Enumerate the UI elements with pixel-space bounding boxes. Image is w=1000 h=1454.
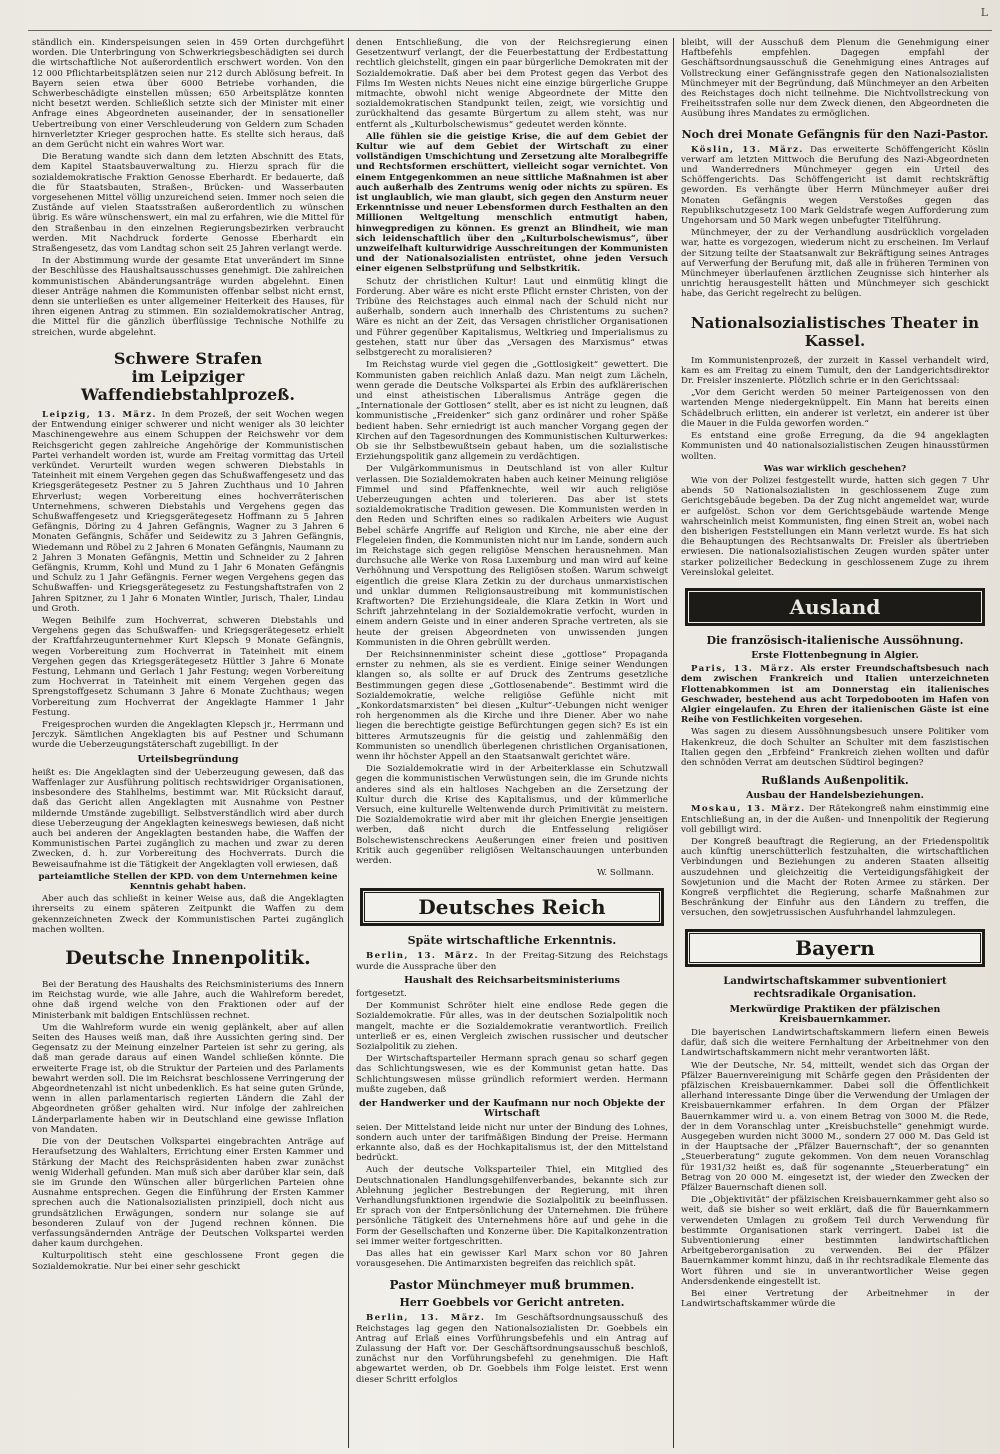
article-text: Kulturpolitisch steht eine geschlossene Front gegen die Sozialdemokratie. Nur bei einer sehr geschickt [32,1251,344,1272]
headline: Späte wirtschaftliche Erkenntnis. [407,934,617,948]
headline [32,350,344,368]
author-signature: W. Sollmann. [596,868,654,879]
subheadline: Merkwürdige Praktiken der pfälzischen Kreisbauernkammer. [729,1003,941,1025]
subheading: der Handwerker und der Kaufmann nur noch Objekte der Wirtschaft [359,1098,665,1120]
article-text: „Vor dem Gericht werden 50 meiner Parteigenossen von den wartenden Menge niedergeknüppelt. Ein Mann hat bereits einen Schädelbruch erlitten, ein anderer ist verletzt, ein anderer ist über die Mauer in die Fulda geworfen worden.“ [681,388,989,429]
article-text: In der Abstimmung wurde der gesamte Etat unverändert im Sinne der Beschlüsse des Haushaltsausschusses genehmigt. Die zahlreichen kommunistischen Abänderungsanträge wurden abgelehnt. Einen dieser Anträge nahmen die Kommunisten offenbar selbst nicht ernst, denn sie unterließen es unter allgemeiner Heiterkeit des Hauses, für ihren eigenen Antrag zu stimmen. Ein sozialdemokratischer Antrag, die Mittel für die gänzlich überflüssige Technische Nothilfe zu streichen, wurde abgelehnt. [32,256,344,338]
dateline: Berlin, 13. März. [366,951,479,962]
article-text: Der Kongreß beauftragt die Regierung, an der Friedenspolitik auch künftig unerschütterlich festzuhalten, die wirtschaftlichen Verbindungen und Beziehungen zu anderen Staaten allseitig auszudehnen und gleichzeitig die Verteidigungsfähigkeit der Sowjetunion und die Macht der Roten Armee zu stärken. Der Kongreß verpflichtet die Regierung, scharfe Maßnahmen zur Beschränkung der Einfuhr aus den Ländern zu treffen, die versuchen, den sowjetrussischen Ausfuhrhandel lahmzulegen. [681,836,989,919]
subheadline: Herr Goebbels vor Gericht antreten. [399,1296,625,1310]
dateline: Leipzig, 13. März. [42,409,157,420]
article-text: ständlich ein. Kinderspeisungen seien in 459 Orten durchgeführt worden. Die Unterbringung von Schwerkriegsbeschädigten sei durch die wirtschaftliche Not außerordentlich erschwert worden. Von den 12 000 Pflichtarbeitsplätzen seien nur 212 durch Ablösung befreit. In Bayern seien etwa über 6000 Betriebe vorhanden, die Schwerbeschädigte einstellen müssen; 650 Arbeitsplätze konnten nicht besetzt werden. Schließlich setzte sich der Minister mit einer Anfrage eines Abgeordneten auseinander, der in sensationeller Uebertreibung von einer Verschleuderung von Geldern zum Schaden hirnverletzter Krieger gesprochen hatte. Es stellte sich heraus, daß an dem Gerücht nicht ein wahres Wort war. [32,38,344,151]
page-corner-mark: L [980,6,988,19]
article-text: Die bayerischen Landwirtschaftskammern liefern einen Beweis dafür, daß sich die weitere Fernhaltung der Arbeitnehmer von den Landwirtschaftskammern nicht mehr verantworten läßt. [681,1028,989,1059]
dateline: Paris, 13. März. [691,664,795,675]
headline [32,368,344,404]
subheading: Haushalt des Reichsarbeitsministeriums [404,974,620,986]
column-divider-2 [673,38,674,1448]
article-text: heißt es: Die Angeklagten sind der Ueberzeugung gewesen, daß das Waffenlager zur Ausführung politisch rechtswidriger Organisationen, insbesondere des Stahlhelms, bestimmt war. Mit Rücksicht darauf, daß das Gericht allen Angeklagten mit Ausnahme von Pestner mildernde Umstände zugebilligt. Selbstverständlich wird aber durch diese Ueberzeugung der Angeklagten keineswegs bewiesen, daß nicht auch bei anderen der Angeklagten bestanden habe, die Waffen der Kommunistischen Partei zugänglich zu machen und zwar zu deren Zwecken, d. h. zur Vorbereitung des Hochverrats. Durch die Beweisaufnahme ist die Tätigkeit der Angeklagten voll erwiesen, daß [32,767,344,870]
headline: Noch drei Monate Gefängnis für den Nazi-Pastor. [681,127,989,141]
article-text: Freigesprochen wurden die Angeklagten Klepsch jr., Herrmann und Jerczyk. Sämtlichen Angeklagten bis auf Pestner und Schumann wurde die Ueberzeugungstäterschaft zugebilligt. In der [32,719,344,751]
article-text: Wegen Beihilfe zum Hochverrat, schweren Diebstahls und Vergehens gegen das Schußwaffen- und Kriegsgerätegesetz erhielt der Kraftfahrzeugunternehmer Kurt Klepsch 9 Monate Gefängnis, wegen Vorbereitung zum Hochverrat in Tateinheit mit einem Vergehen gegen das Kriegsgerätegesetz Hüttler 3 Jahre 6 Monate Festung, Lehmann und Gerlach 1 Jahr Festung; wegen Vorbereitung zum Hochverrat in Tateinheit mit einem Vergehen gegen das Sprengstoffgesetz Schumann 3 Jahre 6 Monate Zuchthaus; wegen Vorbereitung zum Hochverrat der Angeklagte Hammer 1 Jahr Festung. [32,615,344,718]
article-text: Im Geschäftsordnungsausschuß des Reichstages lag gegen den Nationalsozialisten Dr. Goebbels ein Antrag auf Erlaß eines Vorführungsbefehls und ein Antrag auf Zulassung der Haft vor. Der Geschäftsordnungsausschuß beschloß, zunächst nur den Vorführungsbefehl zu genehmigen. Die Haft abgewartet werden, ob Dr. Goebbels ihm Folge leistet. Erst wenn dieser Schritt erfolglos [356,1313,668,1385]
headline: Landwirtschaftskammer subventioniert rechtsradikale Organisation. [723,975,947,1000]
dateline: Köslin, 13. März. [691,144,804,155]
headline: Nationalsozialistisches Theater in Kassel. [690,313,980,350]
article-text: Um die Wahlreform wurde ein wenig geplänkelt, aber auf allen Seiten des Hauses weiß man, daß ihre Aussichten gering sind. Der Gegensatz zu der Meinung einzelner Parteien ist sehr zu gering, als daß man gerade daraus auf einen Wandel schließen könnte. Die erweiterte Frage ist, ob die Struktur der Parteien und des Parlaments bewahrt werden soll. Die im Reichsrat beschlossene Verringerung der Abgeordnetenzahl ist nicht unbedenklich. Es hat seine guten Gründe, wenn in allen parlamentarisch regierten Ländern die Zahl der Abgeordneten größer gehalten wird. Nur infolge der zahlreichen Länderparlamente haben wir in Deutschland eine gewisse Inflation von Mandaten. [32,1022,344,1135]
article-text: Der Vulgärkommunismus in Deutschland ist von aller Kultur verlassen. Die Sozialdemokraten haben auch keiner Meinung religiöse Fimmel und sind Pfaffenknechte, weil wir auch religiöse Ueberzeugungen achten und tolerieren. Das aber ist stets sozialdemokratische Tradition gewesen. Die Kommunisten werden in den Reden und Schriften eines so radikalen Arbeiters wie August Bebel schärfe Angriffe auf Religion und Kirche, nie aber eine der Flegeleien finden, die Kommunisten nicht nur im Lande, sondern auch im Reichstage sich gegen religiöse Menschen herausnehmen. Man durchsuche alle Werke von Rosa Luxemburg und man wird auf keine Verhöhnung und Verspottung des Religiösen stoßen. Warum schweigt eigentlich die greise Klara Zetkin zu der durchaus unmarxistischen und unklar dummen Religionsaustreibung mit kommunistischen Kraftworten? Die Erziehungsideale, die Klara Zetkin in Wort und Schrift jahrzehntelang in der Sozialdemokratie verfocht, wurden in einem andern Geiste und in einer anderen Sprache vertreten, als sie heute der greisen Abgeordneten von unwissenden jungen Kommunisten in die Ohren gebrüllt werden. [356,464,668,648]
article-text: Die Beratung wandte sich dann dem letzten Abschnitt des Etats, dem Kapitel Staatsbauverwaltung zu. Hierzu sprach für die sozialdemokratische Fraktion Genosse Eberhardt. Er bedauerte, daß die für Staatsbauten, Straßen-, Brücken- und Wasserbauten vorgesehenen Mittel völlig unzureichend seien. Immer noch seien die Zustände auf vielen Staatsstraßen außerordentlich zu wünschen übrig. Es wäre wünschenswert, ein mal zu erfahren, wie die Mittel für den Straßenbau in den einzelnen Regierungsbezirken verbraucht werden. Mit Nachdruck forderte Genosse Eberhardt ein Straßengesetz, das vom Landtag schon seit 25 Jahren verlangt werde. [32,152,344,255]
article-text: Die Sozialdemokratie wird in der Arbeiterklasse ein Schutzwall gegen die kommunistischen Verwüstungen sein, die im Grunde nichts anderes sind als ein haltloses Nachgeben an die Zersetzung der Kultur durch die Krise des Kapitalismus, und der kümmerliche Versuch, eine kulturelle Weltenwende durch Primitivität zu meistern. Die Sozialdemokratie wird aber mit ihr gleichen Energie jenseitigen werben, daß nicht durch die Entfesselung religiöser Bolschewistenschreckens Aeußerungen einer freien und positiven Kritik auch gegenüber religiösen Weltanschauungen unterbunden werden. [356,764,668,867]
article-text: Schutz der christlichen Kultur! Laut und einmütig klingt die Forderung. Aber wäre es nicht erste Pflicht ernster Christen, von der Tribüne des Reichstages auch einmal nach der Schuld nicht nur außerhalb, sondern auch innerhalb des Christentums zu suchen? Wäre es nicht an der Zeit, das Versagen christlicher Organisationen und Führer gegenüber Kapitalismus, Weltkrieg und Imperialismus zu gestehen, statt nur über das „Versagen des Marxismus“ etwas selbstgerecht zu moralisieren? [356,276,668,359]
section-banner-ausland: Ausland [685,588,985,626]
emphasis-text: Was war wirklich geschehen? [763,463,907,474]
subheading: Urteilsbegründung [137,753,239,765]
section-banner-deutsches-reich: Deutsches Reich [360,888,664,926]
article-text: Alle fühlen sie die geistige Krise, die auf dem Gebiet der Kultur wie auf dem Gebiet der Wirtschaft zu einer vollständigen Umschichtung und Zersetzung alte Moralbegriffe und Rechtsformen erschüttert, vielleicht sogar vernichtet. Von einem Entgegenkommen an neue sittliche Maßnahmen ist aber auch außerhalb des Zentrums wenig oder nichts zu spüren. Es ist unglaublich, wie man glaubt, sich gegen den Ansturm neuer Erkenntnisse und neuer Lebensformen durch Festhalten an den Millionen Weltgeltung menschlich entmutigt haben, hinwegpredigen zu können. Es grenzt an Blindheit, wie man sich leidenschaftlich über den „Kulturbolschewismus“, über unzweifelhaft kulturwidrige Ausschreitungen der Kommunisten und der Nationalsozialisten entrüstet, ohne jeden Versuch einer eigenen Selbstprüfung und Selbstkritik. [356,131,668,275]
dateline: Berlin, 13. März. [366,1313,486,1324]
column-divider-1 [348,38,349,1448]
article-text: denen Entschließung, die von der Reichsregierung einen Gesetzentwurf verlangt, der die Feuerbestattung der Erdbestattung rechtlich gleichstellt, gingen ein paar bürgerliche Demokraten mit der Sozialdemokratie. Daß aber bei dem Protest gegen das Verbot des Films Im Westen nichts Neues nicht eine einzige bürgerliche Gruppe mitmachte, obwohl nicht wenige Abgeordnete der Mitte den sozialdemokratischen Standpunkt teilen, zeigt, wie vorsichtig und zurückhaltend das gesamte Bürgertum zu allem steht, was nur entfernt als „Kulturbolschewismus“ gedeutet werden könnte. [356,38,668,130]
article-text: Bei der Beratung des Haushalts des Reichsministeriums des Innern im Reichstag wurde, wie alle Jahre, auch die Wahlreform beredet, ohne daß irgend welche von den Fraktionen oder auf der Ministerbank mit baldigen Entschlüssen rechnet. [32,980,344,1021]
headline-line-2: im Leipziger Waffendiebstahlprozeß. [80,366,295,404]
article-text: Im Reichstag wurde viel gegen die „Gottlosigkeit“ gewettert. Die Kommunisten gaben reichlich Anlaß dazu. Man neigt zum Lächeln, wenn gerade die Deutsche Volkspartei als Erbin des aufklärerischen und einst atheistischen Liberalismus Anträge gegen die „Internationale der Gottlosen“ stellt, aber es ist nicht zu leugnen, daß kommunistische „Freidenker“ sich ganz ordinärer und roher Späße bedient haben. Sehr erniedrigt ist auch mancher Vorgang gegen der Kirchen auf den Tagesordnungen des Kommunistischen Kulturwerkes: Ob sie ihr Selbstbewußtsein gebaut haben, um die sozialistische Erziehungspolitik ganz allgemein zu verdächtigen. [356,360,668,463]
dateline: Moskau, 13. März. [691,804,806,815]
article-text: bleibt, will der Ausschuß dem Plenum die Genehmigung einer Haftbefehls empfehlen. Dagegen empfahl der Geschäftsordnungsausschuß die Genehmigung eines Antrages auf Vollstreckung einer Gefängnisstrafe gegen den Nationalsozialisten Münchmeyer mit der Begründung, daß Münchmeyer an den Arbeiten des Reichstages doch nicht teilnehme. Die Nichtvollstreckung von Freiheitsstrafen solle nur dem Zweck dienen, den Abgeordneten die Ausübung ihres Mandates zu ermöglichen. [681,38,989,120]
article-text: Im Kommunistenprozeß, der zurzeit in Kassel verhandelt wird, kam es am Freitag zu einem Tumult, den der Landgerichtsdirektor Dr. Freisler inszenierte. Plötzlich schrie er in den Gerichtssaal: [681,355,989,387]
column-left [32,38,344,1446]
article-text: Der Kommunist Schröter hielt eine endlose Rede gegen die Sozialdemokratie. Für alles, was in der deutschen Sozialpolitik noch mangelt, machte er die Sozialdemokratie verantwortlich. Freilich unterließ er es, einen Vergleich zwischen russischer und deutscher Sozialpolitik zu ziehen. [356,1001,668,1053]
article-text: Wie der Deutsche, Nr. 54, mitteilt, wendet sich das Organ der Pfälzer Bauernvereinigung mit Schärfe gegen den Präsidenten der pfälzischen Kreisbauernkammer. Dabei soll die Öffentlichkeit allerhand interessante Dinge über die Verwendung der Umlagen der Kreisbauernkammer erfahren. In dem Organ der Pfälzer Bauernkammer wird u. a. von einem Betrag von 3000 M. die Rede, der in dem Voranschlag unter „Kreisbuchstelle“ genehmigt wurde. Ausgegeben wurden nicht 3000 M., sondern 27 000 M. Das Geld ist in der Hauptsache der „Pfälzer Bauernschaft“, der so genannten „Steuerberatung“ zugute gekommen. Von dem neuen Voranschlag für 1931/32 heißt es, daß für sogenannte „Steuerberatung“ ein Betrag von 20 000 M. eingesetzt ist, der wieder den Zwecken der Pfälzer Bauernschaft dienen soll. [681,1060,989,1194]
article-text: Bei einer Vertretung der Arbeitnehmer in der Landwirtschaftskammer würde die [681,1289,989,1310]
headline: Rußlands Außenpolitik. [761,774,909,788]
headline-line-1: Schwere Strafen [113,348,263,368]
article-text: Was sagen zu diesem Aussöhnungsbesuch unsere Politiker vom Hakenkreuz, die doch Schulter an Schulter mit dem faszistischen Italien gegen den „Erbfeind“ Frankreich ziehen wollten und dafür den schnöden Verrat am deutschen Südtirol begingen? [681,727,989,768]
article-text: Als erster Freundschaftsbesuch nach dem zwischen Frankreich und Italien unterzeichneten Flottenabkommen ist am Donnerstag ein italienisches Geschwader, bestehend aus acht Torpedobooten im Hafen von Algier eingelaufen. Zu Ehren der italienischen Gäste ist eine Reihe von Festlichkeiten vorgesehen. [681,664,989,726]
article-text: Die „Objektivität“ der pfälzischen Kreisbauernkammer geht also so weit, daß sie bisher so weit erklärt, daß die für Bauernkammern verwendeten Umlagen zu großem Teil durch Verwendung für bestimmte Organisationen stark verringert. Dabei ist die Subventionierung einer bestimmten landwirtschaftlichen Arbeitgeberorganisation zu verwenden. Bei der Pfälzer Bauernkammer kommt hinzu, daß in ihr rechtsradikale Elemente das Wort führen und sie in unverantwortlicher Weise gegen Andersdenkende eingestellt ist. [681,1195,989,1287]
header-rule [28,30,992,31]
article-text: In dem Prozeß, der seit Wochen wegen der Entwendung einiger schwerer und nicht weniger als 30 leichter Maschinengewehre aus einem Schuppen der Reichswehr vor dem Reichsgericht gegen zahlreiche Angehörige der Kommunistischen Partei verhandelt worden ist, wurde am Freitag vormittag das Urteil verkündet. Verurteilt wurden wegen schweren Diebstahls in Tateinheit mit einem Vergehen gegen das Schußwaffengesetz und das Kriegsgerätegesetz Pestner zu 5 Jahren Zuchthaus und 10 Jahren Ehrverlust; wegen Vorbereitung eines hochverräterischen Unternehmens, schweren Diebstahls und Vergehens gegen das Schußwaffengesetz und Kriegsgerätegesetz Hoffmann zu 5 Jahren Gefängnis, Döring zu 4 Jahren Gefängnis, Wagner zu 3 Jahren 6 Monaten Gefängnis, Schäfer und Seidewitz zu 3 Jahren Gefängnis, Wiedemann und Röbel zu 2 Jahren 6 Monaten Gefängnis, Naumann zu 2 Jahren 3 Monaten Gefängnis, Mettin und Schneider zu 2 Jahren Gefängnis, Krumm, Kohl und Mund zu 1 Jahr 6 Monaten Gefängnis und Schulz zu 1 Jahr Gefängnis. Ferner wegen Vergehens gegen das Schußwaffen- und Kriegsgerätegesetz zu Festungshaftstrafen von 2 Jahren Spitzner, zu 1 Jahr 6 Monaten Wintler, Jurisch, Thaler, Lindau und Groth. [32,409,344,614]
article-text: Der Rätekongreß nahm einstimmig eine Entschließung an, in der die Außen- und Innenpolitik der Regierung voll gebilligt wird. [681,804,989,835]
article-text: Der Wirtschaftsparteiler Hermann sprach genau so scharf gegen das Schlichtungswesen, wie es der Kommunist getan hatte. Das Schlichtungswesen müsse gründlich reformiert werden. Hermann mußte zugeben, daß [356,1054,668,1095]
article-text: Das erweiterte Schöffengericht Köslin verwarf am letzten Mittwoch die Berufung des Nazi-Abgeordneten und Wanderredners Münchmeyer gegen ein Urteil des Schöffengerichts. Das Schöffengericht ist damit rechtskräftig geworden. Es verhängte über Herrn Münchmeyer außer drei Monaten Gefängnis wegen Verstoßes gegen das Republikschutzgesetz 100 Mark Geldstrafe wegen Aufforderung zum Ungehorsam und 50 Mark wegen unbefugter Titelführung. [681,144,989,227]
article-text: Das alles hat ein gewisser Karl Marx schon vor 80 Jahren vorausgesehen. Die Antimarxisten begreifen das reichlich spät. [356,1248,668,1270]
article-text: fortgesetzt. [356,989,407,1000]
article-text: Auch der deutsche Volksparteiler Thiel, ein Mitglied des Deutschnationalen Handlungsgehilfenverbandes, bekannte sich zur Ablehnung jeglicher Bestrebungen der Regierung, mit ihren Verhandlungsfunktionen irgendwie die Sozialpolitik zu beeinflussen. Er sprach von der Entpersönlichung der Unternehmen. Die frühere persönliche Tätigkeit des Unternehmens höre auf und gehe in die Form der Gesellschaften und Konzerne über. Die Kapitalkonzentration sei immer weiter fortgeschritten. [356,1165,668,1247]
article-text: Die von der Deutschen Volkspartei eingebrachten Anträge auf Heraufsetzung des Wahlalters, Errichtung einer Ersten Kammer und Stärkung der Macht des Reichspräsidenten haben zwar zunächst wenig Widerhall gefunden. Man muß sich aber darüber klar sein, daß sie im Grunde den Wünschen aller bürgerlichen Parteien ohne Ausnahme entsprechen. Gegen die Einführung der Ersten Kammer sprechen auch die Nationalsozialisten prinzipiell, doch nicht aus grundsätzlichen Erwägungen, sondern nur solange sie auf besonderen Zulauf von der Jugend rechnen können. Die verfassungsändernden Anträge der Deutschen Volkspartei werden daher kaum durchgehen. [32,1137,344,1250]
subheadline: Erste Flottenbegnung in Algier. [751,649,919,661]
article-text: seien. Der Mittelstand leide nicht nur unter der Bindung des Lohnes, sondern auch unter der tarifmäßigen Bindung der Preise. Hermann erkannte also, daß es der Hochkapitalismus ist, der den Mittelstand bedrückt. [356,1122,668,1164]
headline: Die französisch-italienische Aussöhnung. [706,633,964,647]
column-right [681,38,989,1446]
article-text: Aber auch das schließt in keiner Weise aus, daß die Angeklagten ihrerseits zu einem späteren Zeitpunkt die Waffen zu dem gekennzeichneten Zweck der Kommunistischen Partei zugänglich machen wollten. [32,894,344,935]
article-text: In der Freitag-Sitzung des Reichstags wurde die Aussprache über den [356,951,668,972]
column-middle [356,38,668,1446]
article-text: Münchmeyer, der zu der Verhandlung ausdrücklich vorgeladen war, hatte es vorgezogen, wiederum nicht zu erscheinen. Im Verlauf der Sitzung teilte der Staatsanwalt zur Bekräftigung seines Antrages auf Verwerfung der Berufung mit, daß alle in früheren Terminen von Münchmeyer überlaufenen ärztlichen Zeugnisse sich hinterher als unrichtig herausgestellt hätten und Münchmeyer sich geschickt habe, das Gericht regelrecht zu belügen. [681,228,989,300]
section-headline: Deutsche Innenpolitik. [65,947,311,970]
article-text: Wie von der Polizei festgestellt wurde, hatten sich gegen 7 Uhr abends 50 Nationalsozialisten in geschlossenem Zuge zum Gerichtsgebäude begeben. Da der Zug nicht angemeldet war, wurde er aufgelöst. Schon vor dem Gerichtsgebäude wartende Menge wahrscheinlich meist Kommunisten, fing einen Streit an, wobei nach den bisherigen Feststellungen ein Mann verletzt wurde. Es hat sich die Behauptungen des Rechtsanwalts Dr. Freisler als übertrieben erwiesen. Die nationalsozialistischen Zeugen wurden später unter starker polizeilicher Bedeckung in geschlossenem Zuge zu ihrem Vereinslokal geleitet. [681,475,989,578]
article-text: Es entstand eine große Erregung, da die 94 angeklagten Kommunisten und 40 nationalsozialistischen Zeugen hinausstürmen wollten. [681,431,989,462]
headline: Pastor Münchmeyer muß brummen. [389,1278,635,1293]
emphasis-text: parteiamtliche Stellen der KPD. von dem Unternehmen keine Kenntnis gehabt haben. [38,871,338,893]
section-banner-bayern: Bayern [685,929,985,967]
subheadline: Ausbau der Handelsbeziehungen. [746,790,924,802]
article-text: Der Reichsinnenminister scheint diese „gottlose“ Propaganda ernster zu nehmen, als sie es verdient. Einige seiner Wendungen klangen so, als sollte er auf Druck des Zentrums gesetzliche Bestimmungen gegen diese „Gottlosenabende“. Bestimmt wird die Sozialdemokratie, welche religiöse Gefühle nicht mit „Konkordatsmarxisten“ bei diesen „Kultur“-Uebungen nicht weniger roh hergenommen als die Kirche und ihre Diener. Aber wo nahe liegen die berechtigte geistige Befürchtungen gegen sich? Es ist ein bitteres Armutszeugnis für die geistig und zahlenmäßig den Kommunisten so unendlich überlegenen christlichen Organisationen, wenn ihr höchster Appell an den Staatsanwalt gerichtet wäre. [356,649,668,763]
